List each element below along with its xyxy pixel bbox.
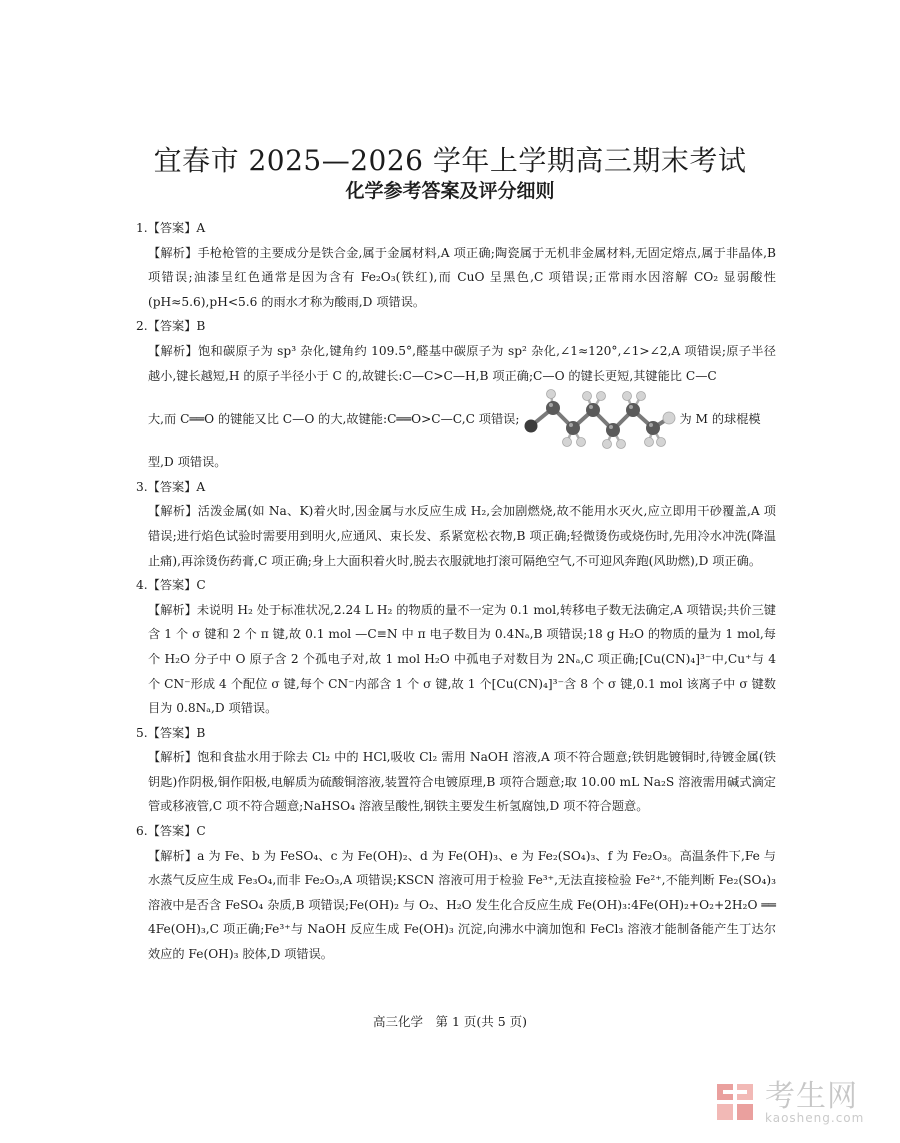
analysis — [148, 339, 776, 475]
answer-line: 6.【答案】C — [136, 824, 206, 839]
analysis-paragraph: 【解析】活泼金属(如 Na、K)着火时,因金属与水反应生成 H₂,会加剧燃烧,故不能用水灭火,应立即用干砂覆盖,A 项错误;进行焰色试验时需要用到明火,应通风、束长发、系紧宽松衣物,B 项正确;轻微烫伤或烧伤时,先用冷水冲洗(降温止痛),再涂烫伤药膏,C 项正确;身上大面积着火时,脱去衣服就地打滚可隔绝空气,不可迎风奔跑(风助燃),D 项正确。 — [148, 504, 776, 568]
page-subtitle: 化学参考答案及评分细则 — [345, 180, 555, 202]
page-title: 宜春市 2025—2026 学年上学期高三期末考试 — [153, 144, 747, 177]
analysis — [148, 499, 776, 573]
answer-line: 2.【答案】B — [136, 319, 206, 334]
question-6 — [136, 819, 776, 967]
analysis-paragraph: 型,D 项错误。 — [148, 455, 227, 470]
analysis-paragraph: 【解析】未说明 H₂ 处于标准状况,2.24 L H₂ 的物质的量不一定为 0.1 mol,转移电子数无法确定,A 项错误;共价三键含 1 个 σ 键和 2 个 π 键,故 0.1 mol —C≡N 中 π 电子数目为 0.4Nₐ,B 项错误;18 g H₂O 的物质的量为 1 mol,每个 H₂O 分子中 O 原子含 2 个孤电子对,故 1 mol H₂O 中孤电子对数目为 2Nₐ,C 项正确;[Cu(CN)₄]³⁻中,Cu⁺与 4 个 CN⁻形成 4 个配位 σ 键,每个 CN⁻内部含 1 个 σ 键,故 1 个[Cu(CN)₄]³⁻含 8 个 σ 键,0.1 mol 该离子中 σ 键数目为 0.8Nₐ,D 项错误。 — [148, 602, 776, 716]
answer-line: 5.【答案】B — [136, 725, 206, 740]
watermark-name: 考生网 — [765, 1079, 858, 1114]
watermark-domain: kaosheng.com — [765, 1111, 865, 1125]
answer-line: 1.【答案】A — [136, 221, 206, 235]
analysis-text: 大,而 C══O 的键能又比 C—O 的大,故键能:C══O>C—C,C 项错误; — [148, 411, 520, 426]
analysis-paragraph: 【解析】饱和食盐水用于除去 Cl₂ 中的 HCl,吸收 Cl₂ 需用 NaOH 溶液,A 项不符合题意;铁钥匙镀铜时,待镀金属(铁钥匙)作阴极,铜作阳极,电解质为硫酸铜溶液,装置符合电镀原理,B 项符合题意;取 10.00 mL Na₂S 溶液需用碱式滴定管或移液管,C 项不符合题意;NaHSO₄ 溶液呈酸性,钢铁主要发生析氢腐蚀,D 项不符合题意。 — [148, 750, 776, 814]
question-1 — [136, 216, 776, 314]
question-5 — [136, 721, 776, 819]
kaosheng-logo-icon — [713, 1080, 759, 1126]
analysis — [148, 844, 776, 967]
analysis-paragraph: 【解析】手枪枪管的主要成分是铁合金,属于金属材料,A 项正确;陶瓷属于无机非金属材料,无固定熔点,属于非晶体,B 项错误;油漆呈红色通常是因为含有 Fe₂O₃(铁红),而 CuO 呈黑色,C 项错误;正常雨水因溶解 CO₂ 显弱酸性(pH≈5.6),pH<5.6 的雨水才称为酸雨,D 项错误。 — [148, 245, 776, 309]
analysis-paragraph: 【解析】a 为 Fe、b 为 FeSO₄、c 为 Fe(OH)₂、d 为 Fe(OH)₃、e 为 Fe₂(SO₄)₃、f 为 Fe₂O₃。高温条件下,Fe 与水蒸气反应生成 Fe₃O₄,而非 Fe₂O₃,A 项错误;KSCN 溶液可用于检验 Fe³⁺,无法直接检验 Fe²⁺,不能判断 Fe₂(SO₄)₃ 溶液中是否含 FeSO₄ 杂质,B 项错误;Fe(OH)₂ 与 O₂、H₂O 发生化合反应生成 Fe(OH)₃:4Fe(OH)₂+O₂+2H₂O ══ 4Fe(OH)₃,C 项正确;Fe³⁺与 NaOH 反应生成 Fe(OH)₃ 沉淀,向沸水中滴加饱和 FeCl₃ 溶液才能制备能产生丁达尔效应的 Fe(OH)₃ 胶体,D 项错误。 — [148, 848, 776, 962]
molecule-line — [148, 388, 776, 450]
answer-line: 4.【答案】C — [136, 578, 206, 593]
watermark — [713, 1080, 864, 1126]
analysis — [148, 598, 776, 721]
analysis-paragraph: 【解析】饱和碳原子为 sp³ 杂化,键角约 109.5°,醛基中碳原子为 sp² 杂化,∠1≈120°,∠1>∠2,A 项错误;原子半径越小,键长越短,H 的原子半径小于 C 的,故键长:C—C>C—H,B 项正确;C—O 的键长更短,其键能比 C—C — [148, 343, 776, 383]
answer-line: 3.【答案】A — [136, 479, 206, 494]
question-4 — [136, 573, 776, 721]
analysis-text: 为 M 的球棍模 — [679, 411, 761, 426]
analysis — [148, 241, 776, 315]
answer-content — [136, 216, 776, 967]
analysis — [148, 745, 776, 819]
question-2 — [136, 314, 776, 474]
page-footer: 高三化学 第 1 页(共 5 页) — [372, 1014, 528, 1029]
ball-and-stick-model-icon — [521, 388, 677, 450]
question-3 — [136, 475, 776, 573]
